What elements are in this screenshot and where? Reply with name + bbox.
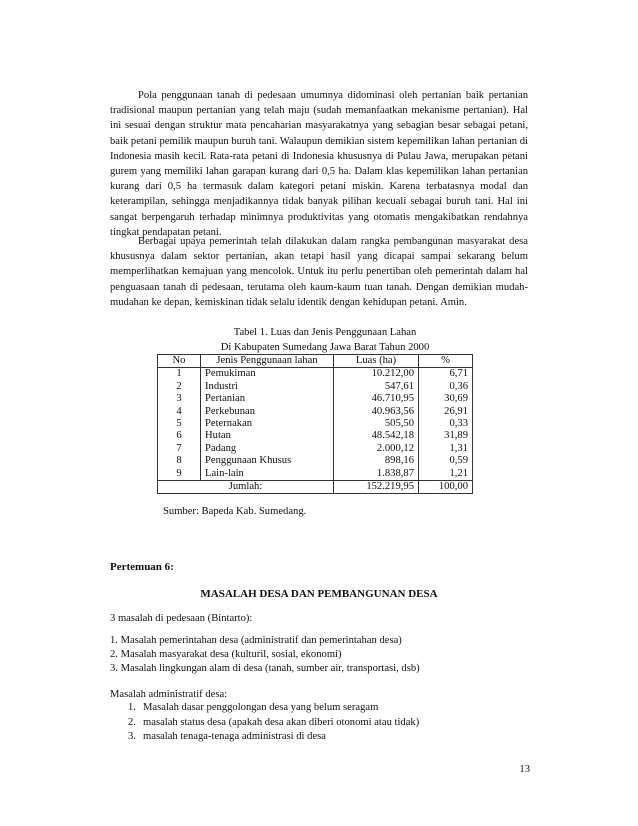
cell-luas: 46.710,95 xyxy=(334,393,419,405)
cell-no: 2 xyxy=(158,381,201,393)
cell-jenis: Penggunaan Khusus xyxy=(201,455,334,467)
list-item-text: Masalah dasar penggolongan desa yang belum seragam xyxy=(143,702,379,713)
table-caption-subtitle: Di Kabupaten Sumedang Jawa Barat Tahun 2000 xyxy=(220,342,430,353)
paragraph-text: Pola penggunaan tanah di pedesaan umumnya didominasi oleh pertanian baik pertanian tradisional maupun pertanian yang telah maju (sudah memanfaatkan mekanisme pertanian). Hal ini sesuai dengan struktur mata pencaharian masyarakatnya yang sebagian besar sebagai petani, baik petani pemilik maupun buruh tani. Walaupun demikian sistem kepemilikan lahan pertanian di Indonesia masih kecil. Rata-rata petani di Indonesia khususnya di Pulau Jawa, merupakan petani gurem yang memiliki lahan garapan kurang dari 0,5 ha. Dalam klas kepemilikan lahan pertanian kurang dari 0,5 ha termasuk dalam kategori petani miskin. Karena terbatasnya modal dan keterampilan, sehingga menjadikannya tidak banyak pilihan kecuali sebagai buruh tani. Hal ini sangat berpengaruh terhadap minimnya produktivitas yang otomatis mengakibatkan rendahnya tingkat pendapatan petani. xyxy=(110,90,528,238)
total-label: Jumlah: xyxy=(158,481,334,494)
problem-item: 1. Masalah pemerintahan desa (administratif dan pemerintahan desa) xyxy=(110,635,402,646)
total-pct: 100,00 xyxy=(419,481,473,494)
table-row xyxy=(158,430,473,442)
list-item-number: 1. xyxy=(128,702,136,713)
cell-luas: 10.212,00 xyxy=(334,368,419,381)
list-item xyxy=(110,701,419,716)
land-use-table xyxy=(157,354,473,494)
table-row xyxy=(158,368,473,381)
total-luas: 152.219,95 xyxy=(334,481,419,494)
admin-problems-list xyxy=(110,701,419,745)
cell-no: 7 xyxy=(158,443,201,455)
cell-jenis: Padang xyxy=(201,443,334,455)
header-luas: Luas (ha) xyxy=(334,355,419,368)
header-jenis: Jenis Penggunaan lahan xyxy=(201,355,334,368)
cell-pct: 0,33 xyxy=(419,418,473,430)
table-row xyxy=(158,443,473,455)
cell-jenis: Pertanian xyxy=(201,393,334,405)
table-total-row xyxy=(158,481,473,494)
cell-pct: 6,71 xyxy=(419,368,473,381)
cell-no: 4 xyxy=(158,406,201,418)
meeting-heading: Pertemuan 6: xyxy=(110,561,174,573)
cell-no: 3 xyxy=(158,393,201,405)
paragraph-land-use xyxy=(110,88,528,240)
cell-no: 1 xyxy=(158,368,201,381)
problem-item: 3. Masalah lingkungan alam di desa (tanah, sumber air, transportasi, dsb) xyxy=(110,663,420,674)
cell-pct: 30,69 xyxy=(419,393,473,405)
problems-intro: 3 masalah di pedesaan (Bintarto): xyxy=(110,613,253,624)
list-item-number: 2. xyxy=(128,716,136,728)
list-item-number: 3. xyxy=(128,731,136,742)
table-source: Sumber: Bapeda Kab. Sumedang. xyxy=(163,506,307,517)
table-header-row xyxy=(158,355,473,368)
table-row xyxy=(158,393,473,405)
cell-jenis: Lain-lain xyxy=(201,468,334,481)
cell-pct: 1,31 xyxy=(419,443,473,455)
paragraph-text: Berbagai upaya pemerintah telah dilakukan dalam rangka pembangunan masyarakat desa khususnya dalam sektor pertanian, akan tetapi hasil yang dicapai sampai sekarang belum memperlihatkan kemajuan yang mencolok. Untuk itu perlu penertiban oleh pemerintah dalam hal penguasaan tanah di pedesaan, terutama oleh kaum-kaum tuan tanah. Dengan demikian mudah-mudahan ke depan, kemiskinan tidak selalu identik dengan kehidupan petani. Amin. xyxy=(110,236,528,308)
table-caption-title: Tabel 1. Luas dan Jenis Penggunaan Lahan xyxy=(233,327,417,338)
cell-pct: 31,89 xyxy=(419,430,473,442)
table-row xyxy=(158,406,473,418)
cell-jenis: Pemukiman xyxy=(201,368,334,381)
cell-jenis: Industri xyxy=(201,381,334,393)
cell-pct: 26,91 xyxy=(419,406,473,418)
header-no: No xyxy=(158,355,201,368)
list-item-text: masalah tenaga-tenaga administrasi di desa xyxy=(143,731,326,742)
cell-luas: 2.000,12 xyxy=(334,443,419,455)
list-item xyxy=(110,730,419,745)
cell-pct: 0,36 xyxy=(419,381,473,393)
problem-item: 2. Masalah masyarakat desa (kulturil, sosial, ekonomi) xyxy=(110,649,342,660)
cell-luas: 547,61 xyxy=(334,381,419,393)
cell-pct: 0,59 xyxy=(419,455,473,467)
cell-no: 5 xyxy=(158,418,201,430)
cell-jenis: Peternakan xyxy=(201,418,334,430)
paragraph-government-efforts xyxy=(110,234,528,310)
section-title: MASALAH DESA DAN PEMBANGUNAN DESA xyxy=(200,588,438,600)
cell-jenis: Hutan xyxy=(201,430,334,442)
page-number: 13 xyxy=(519,764,530,775)
cell-luas: 48.542,18 xyxy=(334,430,419,442)
list-item-text: masalah status desa (apakah desa akan diberi otonomi atau tidak) xyxy=(143,716,420,728)
cell-pct: 1,21 xyxy=(419,468,473,481)
table-row xyxy=(158,418,473,430)
cell-luas: 1.838,87 xyxy=(334,468,419,481)
cell-no: 8 xyxy=(158,455,201,467)
table-row xyxy=(158,455,473,467)
table-row xyxy=(158,381,473,393)
admin-problems-title: Masalah administratif desa: xyxy=(110,689,228,700)
cell-luas: 505,50 xyxy=(334,418,419,430)
cell-no: 6 xyxy=(158,430,201,442)
cell-no: 9 xyxy=(158,468,201,481)
cell-jenis: Perkebunan xyxy=(201,406,334,418)
table-row xyxy=(158,468,473,481)
list-item xyxy=(110,716,419,731)
header-pct: % xyxy=(419,355,473,368)
cell-luas: 40.963,56 xyxy=(334,406,419,418)
cell-luas: 898,16 xyxy=(334,455,419,467)
